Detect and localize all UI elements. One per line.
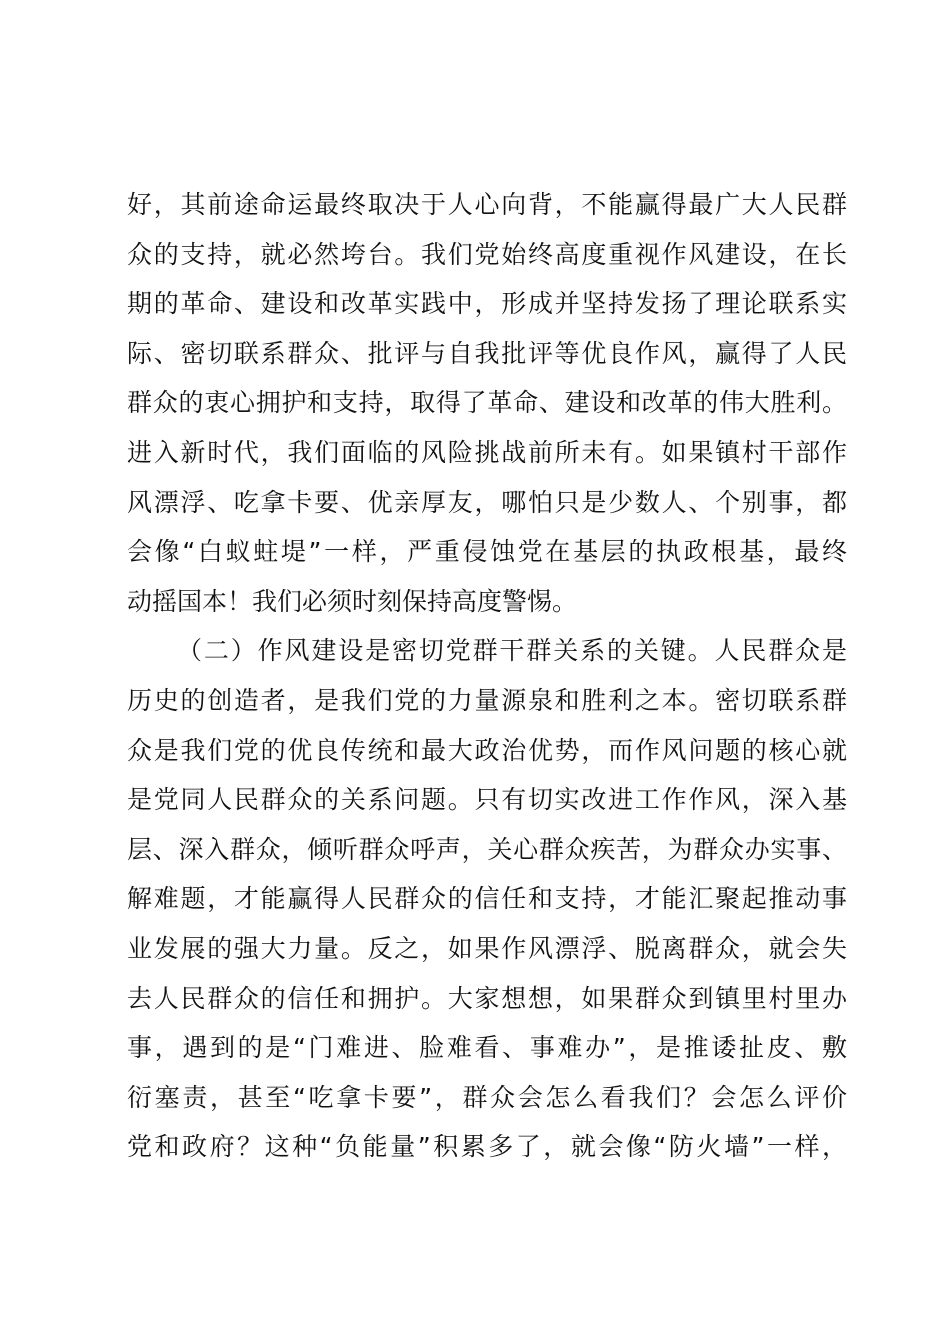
text-line: 衍塞责，甚至“吃拿卡要”，群众会怎么看我们？会怎么评价	[127, 1082, 847, 1112]
body-text	[127, 180, 847, 1172]
paragraph-1	[127, 180, 847, 626]
text-line: 众的支持，就必然垮台。我们党始终高度重视作风建设，在长	[127, 239, 847, 269]
text-line: 际、密切联系群众、批评与自我批评等优良作风，赢得了人民	[127, 338, 847, 368]
text-line: 党和政府？这种“负能量”积累多了，就会像“防火墙”一样，	[127, 1132, 847, 1162]
text-line: 是党同人民群众的关系问题。只有切实改进工作作风，深入基	[127, 785, 847, 815]
text-line: 动摇国本！我们必须时刻保持高度警惕。	[127, 586, 578, 616]
text-line: 风漂浮、吃拿卡要、优亲厚友，哪怕只是少数人、个别事，都	[127, 487, 847, 517]
text-line: （二）作风建设是密切党群干群关系的关键。人民群众是	[177, 636, 847, 666]
text-line: 进入新时代，我们面临的风险挑战前所未有。如果镇村干部作	[127, 437, 847, 467]
text-line: 会像“白蚁蛀堤”一样，严重侵蚀党在基层的执政根基，最终	[127, 537, 847, 567]
text-line: 众是我们党的优良传统和最大政治优势，而作风问题的核心就	[127, 735, 847, 765]
text-line: 期的革命、建设和改革实践中，形成并坚持发扬了理论联系实	[127, 289, 847, 319]
text-line: 解难题，才能赢得人民群众的信任和支持，才能汇聚起推动事	[127, 884, 847, 914]
text-line: 层、深入群众，倾听群众呼声，关心群众疾苦，为群众办实事、	[127, 834, 847, 864]
text-line: 去人民群众的信任和拥护。大家想想，如果群众到镇里村里办	[127, 983, 847, 1013]
text-line: 事，遇到的是“门难进、脸难看、事难办”，是推诿扯皮、敷	[127, 1033, 847, 1063]
text-line: 业发展的强大力量。反之，如果作风漂浮、脱离群众，就会失	[127, 933, 847, 963]
text-line: 历史的创造者，是我们党的力量源泉和胜利之本。密切联系群	[127, 685, 847, 715]
paragraph-2	[127, 626, 847, 1172]
text-line: 群众的衷心拥护和支持，取得了革命、建设和改革的伟大胜利。	[127, 388, 847, 418]
text-line: 好，其前途命运最终取决于人心向背，不能赢得最广大人民群	[127, 190, 847, 219]
